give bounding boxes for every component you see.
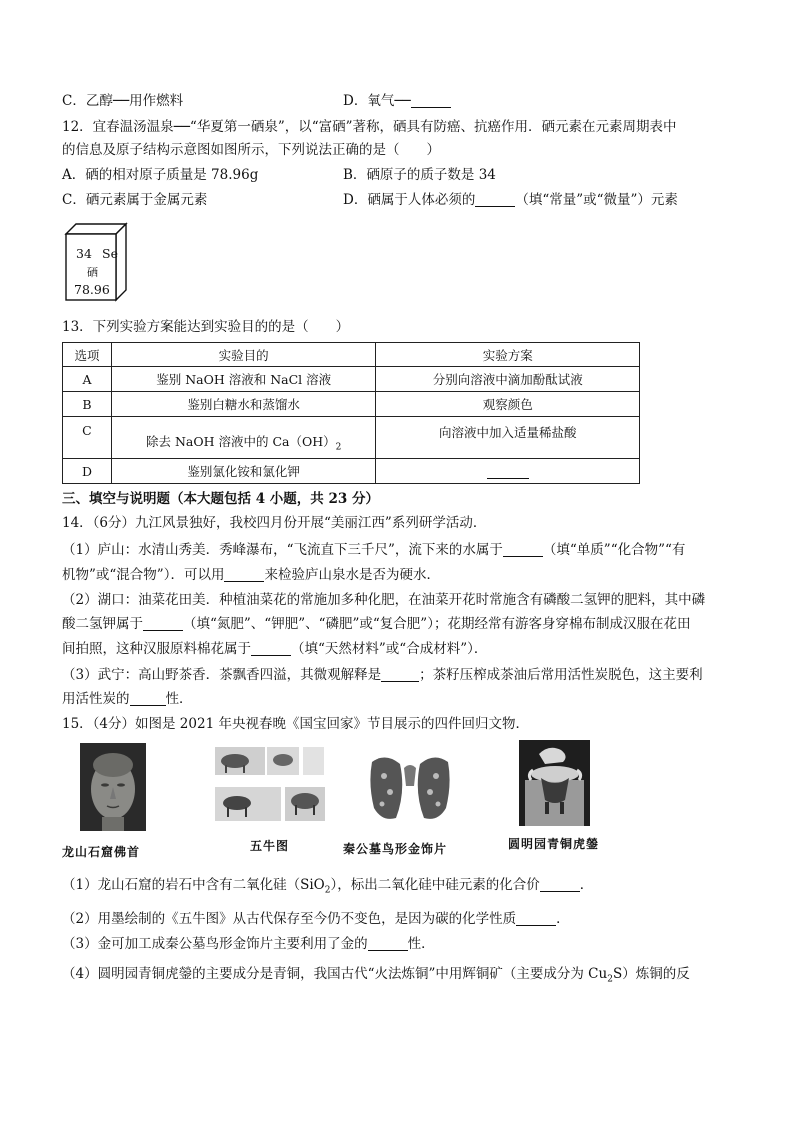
q14-part2-line2: 酸二氢钾属于 （填“氮肥”、“钾肥”、“磷肥”或“复合肥”）；花期经常有游客身穿棉布制成汉服在花田 — [62, 616, 691, 632]
row-plan: 向溶液中加入适量稀盐酸 — [376, 417, 640, 459]
answer-blank[interactable] — [251, 641, 291, 656]
header-goal: 实验目的 — [111, 343, 376, 367]
answer-blank[interactable] — [516, 911, 556, 926]
row-option: A — [63, 367, 112, 392]
answer-blank[interactable] — [381, 667, 419, 682]
row-plan — [376, 459, 640, 484]
answer-blank[interactable] — [487, 464, 529, 479]
element-symbol: Se — [102, 246, 118, 261]
answer-blank[interactable] — [224, 567, 264, 582]
row-option: C — [63, 417, 112, 459]
row-option: D — [63, 459, 112, 484]
row-goal: 鉴别白糖水和蒸馏水 — [111, 392, 376, 417]
q15-part2: （2）用墨绘制的《五牛图》从古代保存至今仍不变色，是因为碳的化学性质 ． — [62, 911, 570, 927]
selenium-element-card — [66, 224, 126, 304]
q12-option-c: C．硒元素属于金属元素 — [62, 192, 208, 208]
q14-part1-line2: 机物”或“混合物”）．可以用 来检验庐山泉水是否为硬水． — [62, 567, 440, 583]
q14-part3-line2: 用活性炭的 性． — [62, 691, 193, 707]
answer-blank[interactable] — [411, 93, 451, 108]
caption-five-oxen: 五牛图 — [250, 839, 290, 853]
atomic-mass: 78.96 — [74, 282, 110, 297]
row-plan: 观察颜色 — [376, 392, 640, 417]
row-goal: 除去 NaOH 溶液中的 $Ca(OH)_2$ — [111, 417, 376, 459]
table-row — [63, 417, 640, 459]
experiment-table — [62, 342, 640, 484]
q15-part3: （3）金可加工成秦公墓鸟形金饰片主要利用了金的 性． — [62, 936, 435, 952]
row-option: B — [63, 392, 112, 417]
row-goal: 鉴别氯化铵和氯化钾 — [111, 459, 376, 484]
q11-option-c: C．乙醇──用作燃料 — [62, 93, 184, 109]
q12-stem-line1: 12．宜春温汤温泉──“华夏第一硒泉”，以“富硒”著称，硒具有防癌、抗癌作用．硒元素在元素周期表中 — [62, 119, 677, 135]
answer-blank[interactable] — [540, 877, 580, 892]
five-oxen-painting — [213, 743, 326, 823]
buddha-head-photo — [80, 743, 146, 831]
table-row — [63, 392, 640, 417]
table-row — [63, 459, 640, 484]
atomic-number: 34 — [76, 246, 92, 261]
q13-stem: 13．下列实验方案能达到实验目的的是（ ） — [62, 319, 350, 335]
bronze-tiger-vessel-photo — [519, 740, 590, 826]
caption-buddha-head: 龙山石窟佛首 — [62, 845, 141, 859]
header-option: 选项 — [63, 343, 112, 367]
row-goal: 鉴别 NaOH 溶液和 NaCl 溶液 — [111, 367, 376, 392]
q14-stem: 14．（6分）九江风景独好，我校四月份开展“美丽江西”系列研学活动． — [62, 515, 487, 531]
section-title: 三、填空与说明题（本大题包括 4 小题，共 23 分） — [62, 491, 379, 507]
answer-blank[interactable] — [475, 192, 515, 207]
q14-part2-line1: （2）湖口：油菜花田美．种植油菜花的常施加多种化肥，在油菜开花时常施含有磷酸二氢钾的肥料，其中磷 — [62, 592, 706, 608]
q12-option-d: D．硒属于人体必须的 （填“常量”或“微量”）元素 — [343, 192, 678, 208]
q11-option-d: D．氧气── — [343, 92, 451, 110]
q15-part1: （1）龙山石窟的岩石中含有二氧化硅（SiO$_2$），标出二氧化硅中硅元素的化合价 ． — [62, 877, 594, 896]
answer-blank[interactable] — [143, 616, 183, 631]
header-plan: 实验方案 — [376, 343, 640, 367]
row-plan: 分别向溶液中滴加酚酞试液 — [376, 367, 640, 392]
answer-blank[interactable] — [503, 542, 543, 557]
answer-blank[interactable] — [368, 936, 408, 951]
gold-bird-ornament-photo — [366, 752, 454, 824]
q12-option-b: B．硒原子的质子数是 34 — [343, 167, 496, 183]
table-row — [63, 367, 640, 392]
element-name: 硒 — [87, 266, 98, 279]
q14-part1-line1: （1）庐山：水清山秀美．秀峰瀑布，“飞流直下三千尺”，流下来的水属于 （填“单质”“化合物”“有 — [62, 542, 686, 558]
table-header-row — [63, 343, 640, 367]
q15-stem: 15．（4分）如图是 2021 年央视春晚《国宝回家》节目展示的四件回归文物． — [62, 716, 529, 732]
answer-blank[interactable] — [130, 691, 166, 706]
q12-option-a: A．硒的相对原子质量是 78.96g — [62, 167, 259, 183]
q15-part4: （4）圆明园青铜虎鎣的主要成分是青铜，我国古代“火法炼铜”中用辉铜矿（主要成分为 $Cu_2S$）炼铜的反 — [62, 966, 690, 985]
caption-gold-bird-ornament: 秦公墓鸟形金饰片 — [343, 842, 448, 856]
q14-part2-line3: 间拍照，这种汉服原料棉花属于 （填“天然材料”或“合成材料”）． — [62, 641, 488, 657]
caption-bronze-tiger-vessel: 圆明园青铜虎鎣 — [508, 837, 600, 851]
q12-stem-line2: 的信息及原子结构示意图如图所示，下列说法正确的是（ ） — [62, 142, 440, 158]
q14-part3-line1: （3）武宁：高山野茶香．茶飘香四溢，其微观解释是 ；茶籽压榨成茶油后常用活性炭脱色，这主要利 — [62, 667, 703, 683]
